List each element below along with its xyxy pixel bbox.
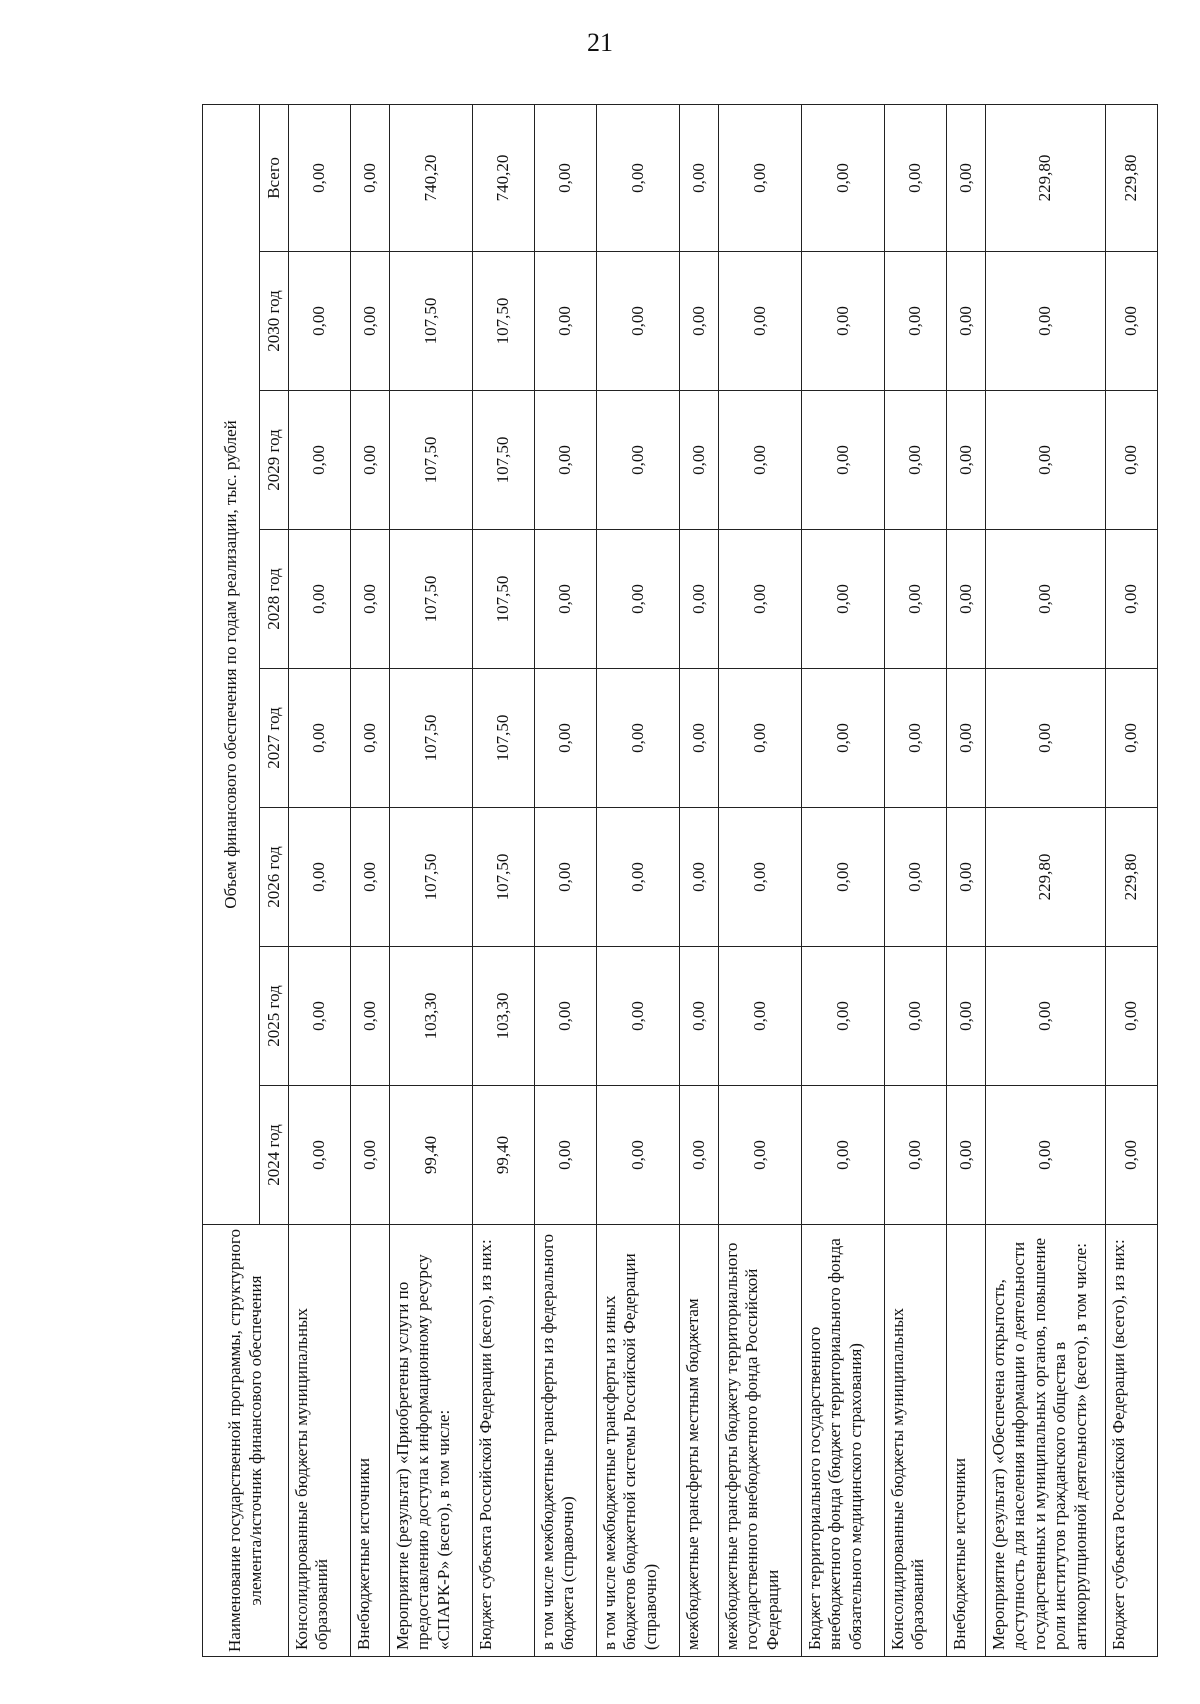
row-value: 0,00 [680, 391, 719, 530]
row-value: 107,50 [390, 391, 473, 530]
row-name: Бюджет субъекта Российской Федерации (всего), из них: [1106, 1225, 1158, 1657]
row-value: 0,00 [947, 530, 986, 669]
row-value: 0,00 [597, 252, 680, 391]
row-value: 107,50 [473, 808, 535, 947]
row-value: 0,00 [680, 669, 719, 808]
row-value: 0,00 [597, 1086, 680, 1225]
row-value: 0,00 [986, 391, 1106, 530]
row-value: 103,30 [473, 947, 535, 1086]
page-number: 21 [587, 28, 613, 57]
row-value: 0,00 [1106, 530, 1158, 669]
row-value: 0,00 [802, 252, 885, 391]
row-value: 0,00 [802, 808, 885, 947]
row-name: Внебюджетные источники [947, 1225, 986, 1657]
header-year-3: 2027 год [260, 669, 289, 808]
row-value: 0,00 [719, 1086, 802, 1225]
header-year-7: Всего [260, 104, 289, 251]
row-value: 0,00 [535, 669, 597, 808]
row-value: 107,50 [473, 252, 535, 391]
row-value: 0,00 [289, 947, 351, 1086]
row-value: 0,00 [597, 530, 680, 669]
row-value: 0,00 [802, 1086, 885, 1225]
row-value: 99,40 [473, 1086, 535, 1225]
row-value: 0,00 [947, 808, 986, 947]
row-value: 0,00 [597, 947, 680, 1086]
row-name: Бюджет территориального государственного внебюджетного фонда (бюджет территориального фонда обязательного медицинского страхования) [802, 1225, 885, 1657]
row-value: 0,00 [1106, 1086, 1158, 1225]
table-row [597, 104, 680, 1656]
row-value: 0,00 [351, 947, 390, 1086]
financing-table-wrapper [202, 105, 1157, 1657]
financing-table [202, 104, 1158, 1657]
row-value: 0,00 [885, 1086, 947, 1225]
row-value: 0,00 [719, 808, 802, 947]
row-value: 0,00 [289, 391, 351, 530]
row-value: 0,00 [351, 252, 390, 391]
header-year-6: 2030 год [260, 252, 289, 391]
row-value: 0,00 [947, 104, 986, 251]
table-row [1106, 104, 1158, 1656]
row-value: 0,00 [597, 669, 680, 808]
row-value: 0,00 [986, 947, 1106, 1086]
row-value: 0,00 [802, 530, 885, 669]
row-value: 0,00 [1106, 252, 1158, 391]
row-value: 0,00 [986, 530, 1106, 669]
row-value: 0,00 [680, 1086, 719, 1225]
row-value: 0,00 [680, 947, 719, 1086]
table-row [719, 104, 802, 1656]
row-value: 740,20 [473, 104, 535, 251]
row-value: 0,00 [885, 252, 947, 391]
row-value: 0,00 [986, 669, 1106, 808]
row-value: 99,40 [390, 1086, 473, 1225]
row-value: 107,50 [390, 669, 473, 808]
row-name: Внебюджетные источники [351, 1225, 390, 1657]
row-value: 107,50 [473, 530, 535, 669]
row-value: 0,00 [351, 669, 390, 808]
row-value: 0,00 [289, 530, 351, 669]
row-value: 229,80 [1106, 104, 1158, 251]
row-value: 0,00 [289, 252, 351, 391]
table-row [680, 104, 719, 1656]
row-name: Консолидированные бюджеты муниципальных образований [289, 1225, 351, 1657]
header-year-0: 2024 год [260, 1086, 289, 1225]
row-value: 0,00 [680, 808, 719, 947]
row-value: 0,00 [719, 104, 802, 251]
row-value: 0,00 [535, 252, 597, 391]
row-name: в том числе межбюджетные трансферты из иных бюджетов бюджетной системы Российской Федерации (справочно) [597, 1225, 680, 1657]
row-value: 0,00 [885, 669, 947, 808]
row-value: 103,30 [390, 947, 473, 1086]
header-year-4: 2028 год [260, 530, 289, 669]
header-year-5: 2029 год [260, 391, 289, 530]
row-value: 0,00 [680, 530, 719, 669]
table-row [351, 104, 390, 1656]
table-row [885, 104, 947, 1656]
row-value: 0,00 [289, 669, 351, 808]
row-value: 0,00 [289, 104, 351, 251]
row-value: 0,00 [947, 947, 986, 1086]
row-name: Бюджет субъекта Российской Федерации (всего), из них: [473, 1225, 535, 1657]
row-value: 0,00 [802, 104, 885, 251]
row-value: 0,00 [351, 530, 390, 669]
row-value: 0,00 [719, 252, 802, 391]
row-value: 0,00 [986, 252, 1106, 391]
table-row [390, 104, 473, 1656]
row-value: 0,00 [885, 104, 947, 251]
row-value: 0,00 [802, 947, 885, 1086]
row-value: 229,80 [986, 808, 1106, 947]
row-value: 0,00 [289, 1086, 351, 1225]
row-value: 0,00 [535, 947, 597, 1086]
row-value: 107,50 [473, 669, 535, 808]
row-value: 107,50 [473, 391, 535, 530]
row-value: 0,00 [597, 391, 680, 530]
row-value: 0,00 [351, 808, 390, 947]
row-name: Мероприятие (результат) «Приобретены услуги по предоставлению доступа к информационному ресурсу «СПАРК-Р» (всего), в том числе: [390, 1225, 473, 1657]
table-row [473, 104, 535, 1656]
row-value: 0,00 [535, 808, 597, 947]
row-value: 0,00 [885, 530, 947, 669]
header-year-1: 2025 год [260, 947, 289, 1086]
row-value: 0,00 [351, 391, 390, 530]
row-value: 0,00 [719, 669, 802, 808]
row-value: 107,50 [390, 530, 473, 669]
row-value: 0,00 [680, 104, 719, 251]
row-value: 0,00 [802, 669, 885, 808]
header-financing-group: Объем финансового обеспечения по годам реализации, тыс. рублей [203, 104, 260, 1224]
row-value: 0,00 [802, 391, 885, 530]
table-row [289, 104, 351, 1656]
row-value: 229,80 [1106, 808, 1158, 947]
row-name: в том числе межбюджетные трансферты из федерального бюджета (справочно) [535, 1225, 597, 1657]
row-value: 0,00 [535, 1086, 597, 1225]
row-value: 107,50 [390, 808, 473, 947]
table-row [802, 104, 885, 1656]
row-value: 0,00 [351, 104, 390, 251]
header-year-2: 2026 год [260, 808, 289, 947]
row-value: 0,00 [535, 391, 597, 530]
row-name: Мероприятие (результат) «Обеспечена открытость, доступность для населения информации о деятельности государственных и муниципальных органов, повышение роли институтов гражданского общества в антикоррупционной деятельности» (всего), в том числе: [986, 1225, 1106, 1657]
table-row [986, 104, 1106, 1656]
row-value: 0,00 [947, 391, 986, 530]
row-value: 0,00 [719, 530, 802, 669]
row-value: 0,00 [1106, 391, 1158, 530]
row-value: 0,00 [535, 530, 597, 669]
row-value: 0,00 [986, 1086, 1106, 1225]
row-value: 0,00 [597, 104, 680, 251]
row-value: 0,00 [535, 104, 597, 251]
table-row [947, 104, 986, 1656]
row-value: 0,00 [885, 947, 947, 1086]
row-name: межбюджетные трансферты местным бюджетам [680, 1225, 719, 1657]
row-value: 0,00 [719, 947, 802, 1086]
row-name: Консолидированные бюджеты муниципальных образований [885, 1225, 947, 1657]
table-body [289, 104, 1158, 1656]
row-value: 0,00 [1106, 947, 1158, 1086]
row-value: 0,00 [597, 808, 680, 947]
row-value: 107,50 [390, 252, 473, 391]
row-value: 0,00 [1106, 669, 1158, 808]
row-value: 0,00 [719, 391, 802, 530]
row-value: 0,00 [289, 808, 351, 947]
row-name: межбюджетные трансферты бюджету территориального государственного внебюджетного фонда Российской Федерации [719, 1225, 802, 1657]
header-name-column: Наименование государственной программы, структурного элемента/источник финансового обеспечения [203, 1225, 289, 1657]
row-value: 0,00 [680, 252, 719, 391]
row-value: 0,00 [947, 669, 986, 808]
row-value: 0,00 [947, 252, 986, 391]
row-value: 229,80 [986, 104, 1106, 251]
row-value: 0,00 [885, 391, 947, 530]
table-row [535, 104, 597, 1656]
row-value: 0,00 [947, 1086, 986, 1225]
row-value: 740,20 [390, 104, 473, 251]
row-value: 0,00 [351, 1086, 390, 1225]
row-value: 0,00 [885, 808, 947, 947]
